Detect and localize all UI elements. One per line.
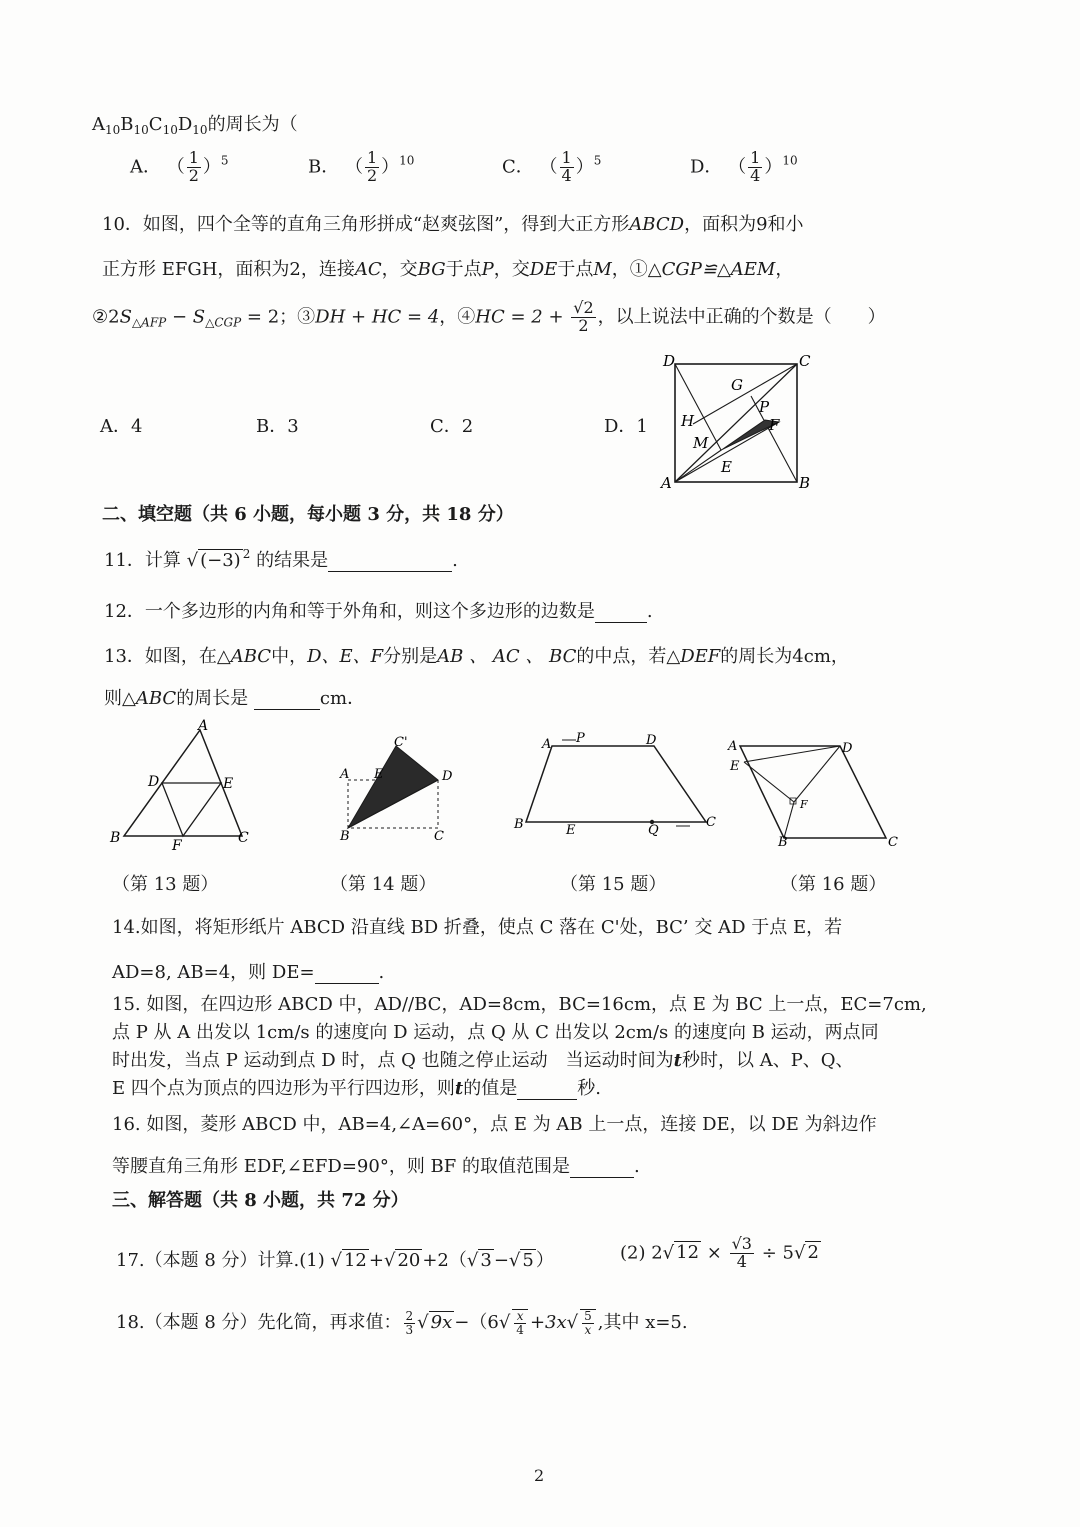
q10-figure <box>655 350 815 490</box>
q15-line2: 点 P 从 A 出发以 1cm/s 的速度向 D 运动，点 Q 从 C 出发以 2cm/s 的速度向 B 运动，两点同 <box>112 1022 879 1043</box>
q11-answer-blank[interactable] <box>328 553 452 572</box>
caption-fig16: （第 16 题） <box>780 874 887 895</box>
label-d: D <box>148 774 160 790</box>
triangle-def <box>162 783 221 836</box>
label-a: A <box>542 737 552 752</box>
q17-part1: 17.（本题 8 分）计算.(1) √ 12 +√ 20 +2（√ 3 −√ 5 ） <box>116 1250 554 1271</box>
caption-fig14: （第 14 题） <box>330 874 437 895</box>
q10-line1: 10．如图，四个全等的直角三角形拼成“赵爽弦图”，得到大正方形ABCD，面积为9和小 <box>102 214 804 235</box>
label-a: A <box>728 739 738 754</box>
section3-title: 三、解答题（共 8 小题，共 72 分） <box>112 1190 409 1211</box>
label-e: E <box>721 458 732 476</box>
label-c: C <box>238 830 249 846</box>
label-c-prime: C' <box>394 736 408 750</box>
q15-answer-blank[interactable] <box>517 1081 577 1100</box>
label-b: B <box>799 474 811 490</box>
rhombus-abcd <box>740 746 886 838</box>
q9-option-a[interactable]: A． （ $\frac{1}{2}$ ）$^5$ <box>130 148 229 185</box>
q13-answer-blank[interactable] <box>254 691 320 710</box>
label-e: E <box>223 776 234 792</box>
label-a: A <box>198 718 209 734</box>
label-f: F <box>172 838 182 852</box>
label-b: B <box>110 830 121 846</box>
label-d: D <box>663 352 676 370</box>
section2-title: 二、填空题（共 6 小题，每小题 3 分，共 18 分） <box>102 504 514 525</box>
caption-fig13: （第 13 题） <box>112 874 219 895</box>
q14-answer-blank[interactable] <box>315 965 379 984</box>
label-g: G <box>731 376 743 394</box>
q14-line1: 14.如图，将矩形纸片 ABCD 沿直线 BD 折叠，使点 C 落在 C'处，BC’ 交 AD 于点 E，若 <box>112 917 843 938</box>
label-e: E <box>730 759 740 774</box>
label-d: D <box>842 741 853 756</box>
caption-fig15: （第 15 题） <box>560 874 667 895</box>
q13-line1: 13．如图，在△ABC中，D、E、F分别是AB 、 AC 、 BC的中点，若△DEF的周长为4cm， <box>104 646 849 667</box>
label-c: C <box>706 815 716 830</box>
q10-option-b[interactable]: B．3 <box>256 416 299 437</box>
fig15 <box>510 726 720 836</box>
q10-option-a[interactable]: A．4 <box>100 416 143 437</box>
q9-stem: $A_{10}B_{10}C_{10}D_{10}$的周长为（ <box>92 114 298 137</box>
q15-line1: 15. 如图，在四边形 ABCD 中，AD//BC，AD=8cm，BC=16cm，点 E 为 BC 上一点，EC=7cm, <box>112 994 927 1015</box>
page-number: 2 <box>534 1466 545 1485</box>
q12: 12．一个多边形的内角和等于外角和，则这个多边形的边数是 . <box>104 601 653 622</box>
q10-option-c[interactable]: C．2 <box>430 416 474 437</box>
label-p: P <box>759 398 770 416</box>
label-d: D <box>442 769 453 784</box>
q16-line2: 等腰直角三角形 EDF,∠EFD=90°，则 BF 的取值范围是 . <box>112 1156 640 1177</box>
label-h: H <box>681 412 695 430</box>
q11: 11．计算 √ (−3) $^2$ 的结果是 . <box>104 547 458 571</box>
label-f: F <box>800 798 808 811</box>
q9-option-c[interactable]: C． （ $\frac{1}{4}$ ）$^5$ <box>502 148 602 185</box>
label-b: B <box>514 817 524 832</box>
q14-line2: AD=8, AB=4，则 DE= . <box>112 962 385 983</box>
q16-answer-blank[interactable] <box>570 1159 634 1178</box>
q10-option-d[interactable]: D．1 <box>604 416 648 437</box>
q9-option-d[interactable]: D． （ $\frac{1}{4}$ ）$^{10}$ <box>690 148 798 185</box>
q9-option-b[interactable]: B． （ $\frac{1}{2}$ ）$^{10}$ <box>308 148 415 185</box>
label-b: B <box>778 835 788 850</box>
label-q: Q <box>648 823 659 836</box>
label-a: A <box>340 767 350 782</box>
line-bg <box>751 396 797 482</box>
q13-line2: 则△ABC的周长是 cm． <box>104 688 366 709</box>
label-m: M <box>693 434 709 452</box>
label-f: F <box>769 416 780 434</box>
q18: 18.（本题 8 分）先化简，再求值： $\frac{2}{3}$ √ 9x −（6√ $\frac{x}{4}$ +3x√ $\frac{5}{x}$ ,其中 x=5. <box>116 1308 688 1337</box>
fig14 <box>334 736 464 846</box>
q12-answer-blank[interactable] <box>595 604 647 623</box>
q15-line4: E 四个点为顶点的四边形为平行四边形，则t的值是 秒. <box>112 1078 601 1099</box>
label-e: E <box>566 823 576 836</box>
trapezoid-abcd <box>526 746 706 822</box>
label-a: A <box>661 474 672 490</box>
q10-line2: 正方形 EFGH，面积为2，连接AC，交BG于点P，交DE于点M，①△CGP≌△AEM， <box>102 259 794 280</box>
label-d: D <box>646 733 657 748</box>
label-c: C <box>888 835 898 850</box>
q15-line3: 时出发，当点 P 运动到点 D 时，点 Q 也随之停止运动 当运动时间为t秒时，以 A、P、Q、 <box>112 1050 854 1071</box>
label-c: C <box>434 829 444 844</box>
fig16 <box>718 732 908 852</box>
label-b: B <box>340 829 350 844</box>
q16-line1: 16. 如图，菱形 ABCD 中，AB=4,∠A=60°，点 E 为 AB 上一点，连接 DE，以 DE 为斜边作 <box>112 1114 877 1135</box>
label-c: C <box>799 352 811 370</box>
fig13 <box>106 718 256 852</box>
q17-part2: (2) 2√ 12 × $\frac{√3}{4}$ ÷ 5√ 2 <box>620 1234 819 1271</box>
label-p: P <box>576 731 585 746</box>
label-e: E <box>374 767 384 782</box>
q10-line3: $②2S_{\triangle AFP} - S_{\triangle CGP} = 2$；③DH + HC = 4，④HC = 2 + $\frac{√2}{2}$ ，以上说法中正确的个数是（ ） <box>92 298 886 335</box>
